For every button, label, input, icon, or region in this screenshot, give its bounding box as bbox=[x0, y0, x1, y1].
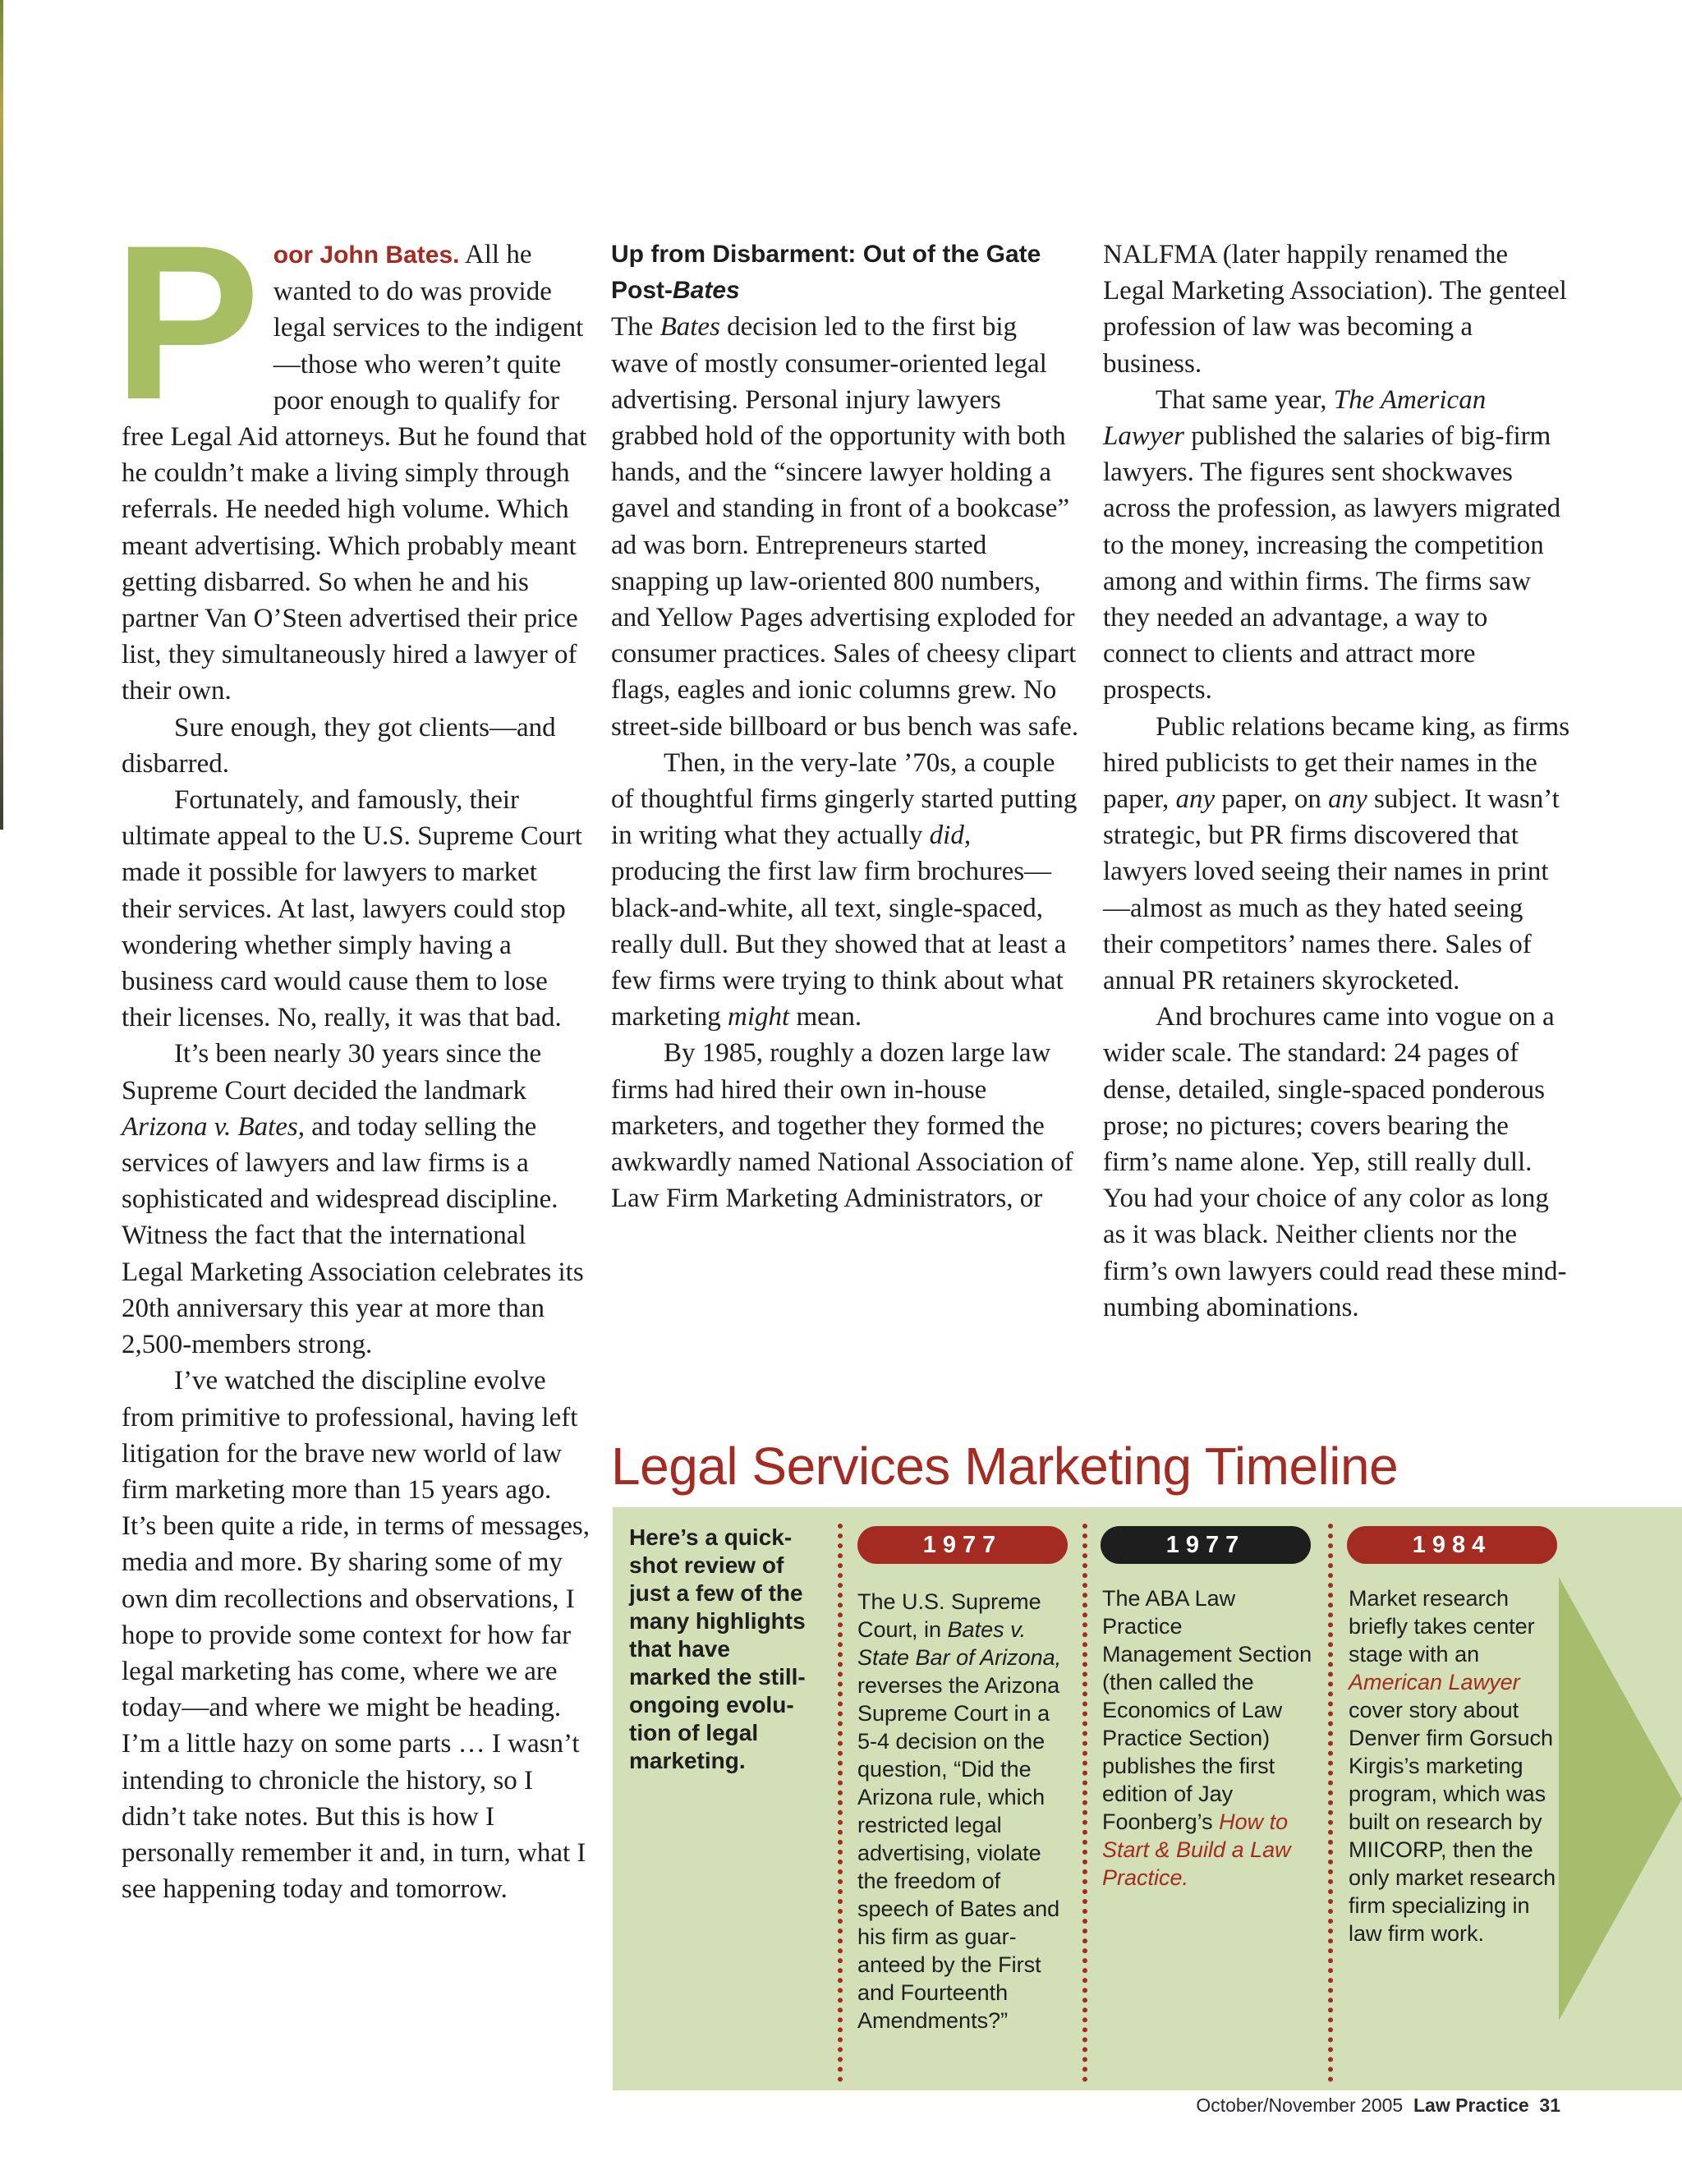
body-text: producing the first law firm brochures—black-and-white, all text, single-spaced, really dull. But they showed that at least a few firms were trying to think about what marketing bbox=[611, 857, 1067, 1032]
body-text: The bbox=[611, 312, 660, 343]
article-column-1 bbox=[113, 199, 591, 1907]
paragraph: NALFMA (later happily renamed the Legal Marketing Association). The genteel profession of law was becoming a business. bbox=[1103, 240, 1567, 379]
paragraph: I’ve watched the discipline evolve from primitive to professional, having left litigation for the brave new world of law firm marketing more than 15 years ago. It’s been quite a ride, in terms of messages, media and more. By sharing some of my own dim recollections and observations, I hope to provide some context for how far legal marketing has come, where we are today—and where we might be heading. I’m a little hazy on some parts … I wasn’t intending to chronicle the history, so I didn’t take notes. But this is how I personally remember it and, in turn, what I see happening today and tomorrow. bbox=[122, 1366, 591, 1905]
dotted-divider bbox=[1082, 1524, 1087, 2082]
paragraph bbox=[611, 745, 1079, 1036]
opening-paragraph bbox=[113, 199, 590, 710]
paragraph bbox=[1103, 382, 1571, 709]
emphasis: might bbox=[728, 1002, 790, 1032]
timeline-intro: Here’s a quick-shot review of just a few of the many highlights that have marked the still-ongoing evolution of legal marketing. bbox=[629, 1524, 806, 1773]
lead-in: oor John Bates. bbox=[273, 241, 460, 269]
body-text: and today selling the services of lawyers and law firms is a sophisticated and widespread discipline. Witness the fact that the international Legal Marketing Association celebrates its 20th anniversary this year at more than 2,500-members strong. bbox=[122, 1111, 584, 1360]
body-text: Then, in the very-late ’70s, a couple of thoughtful firms gingerly started putting in writing what they actually bbox=[611, 747, 1078, 851]
paragraph: And brochures came into vogue on a wider scale. The standard: 24 pages of dense, detailed, single-spaced ponderous prose; no pictures; covers bearing the firm’s name alone. Yep, still really dull. You had your choice of any color as long as it was black. Neither clients nor the firm’s own lawyers could read these mind-numbing abominations. bbox=[1103, 1002, 1567, 1322]
body-text: subject. It wasn’t strategic, but PR firms discovered that lawyers loved seeing their names in print—almost as much as they hated seeing their competitors’ names there. Sales of annual PR retainers skyrocketed. bbox=[1103, 784, 1560, 996]
body-text: It’s been nearly 30 years since the Supreme Court decided the landmark bbox=[122, 1039, 542, 1106]
body-text: mean. bbox=[789, 1002, 862, 1032]
year-badge: 1977 bbox=[1101, 1526, 1311, 1564]
publication-name: American Lawyer bbox=[1349, 1670, 1520, 1694]
entry-text: The ABA Law Practice Management Section (then called the Economics of Law Practice Section) publishes the first edition of Jay Foonberg’s bbox=[1102, 1586, 1312, 1834]
page-number: 31 bbox=[1539, 2094, 1560, 2116]
entry-text: cover story about Denver firm Gorsuch Kirgis’s marketing program, which was built on research by MIICORP, then the only market research firm specializing in law firm work. bbox=[1349, 1698, 1556, 1946]
entry-text: reverses the Arizona Supreme Court in a 5-4 decision on the question, “Did the Arizona rule, which restricted legal advertising, violate the freedom of speech of Bates and his firm as guaranteed by the First and Fourteenth Amendments?” bbox=[857, 1673, 1060, 2033]
timeline-entry bbox=[1349, 1584, 1562, 1947]
year-badge: 1977 bbox=[857, 1526, 1068, 1564]
photo-edge-strip bbox=[0, 0, 3, 830]
emphasis: did, bbox=[929, 821, 972, 851]
timeline-title: Legal Services Marketing Timeline bbox=[611, 1437, 1399, 1496]
entry-text: Market research briefly takes center stage with an bbox=[1349, 1586, 1535, 1667]
subhead-emphasis: Bates bbox=[673, 277, 740, 305]
section-subhead bbox=[611, 237, 1079, 309]
arrow-right-icon bbox=[1559, 1577, 1682, 2021]
emphasis: any bbox=[1328, 784, 1367, 815]
paragraph bbox=[1103, 709, 1571, 1000]
subhead-text: Up from Disbarment: Out of the Gate Post- bbox=[611, 241, 1041, 305]
page-footer bbox=[1196, 2094, 1560, 2117]
timeline-entry bbox=[857, 1588, 1071, 2035]
case-name: Arizona v. Bates, bbox=[122, 1111, 306, 1142]
timeline-entry bbox=[1102, 1584, 1316, 1892]
drop-cap: P bbox=[113, 199, 260, 445]
body-text: Public relations became king, as firms hired publicists to get their names in the paper, bbox=[1103, 711, 1570, 815]
case-name: Bates v. State Bar of Arizona, bbox=[857, 1617, 1062, 1670]
paragraph bbox=[122, 1036, 590, 1363]
emphasis: any bbox=[1175, 784, 1216, 815]
paragraph: By 1985, roughly a dozen large law firms had hired their own in-house marketers, and together they formed the awkwardly named National Association of Law Firm Marketing Administrators, or bbox=[611, 1038, 1073, 1214]
paragraph bbox=[611, 309, 1079, 744]
dotted-divider bbox=[1328, 1524, 1333, 2082]
article-column-3 bbox=[1103, 237, 1571, 1326]
entry-text: The U.S. Supreme Court, in bbox=[857, 1589, 1041, 1642]
body-text: paper, on bbox=[1215, 784, 1329, 815]
dotted-divider bbox=[838, 1524, 843, 2082]
emphasis: Bates bbox=[659, 312, 720, 343]
magazine-name: Law Practice bbox=[1413, 2094, 1529, 2116]
book-title: How to Start & Build a Law Practice. bbox=[1102, 1809, 1291, 1890]
issue-date: October/November 2005 bbox=[1196, 2094, 1404, 2116]
body-text: All he wanted to do was provide legal services to the indigent—those who weren’t quite poor enough to qualify for free Legal Aid attorneys. But he found that he couldn’t make a living simply through referrals. He needed high volume. Which meant advertising. Which probably meant getting disbarred. So when he and his partner Van O’Steen advertised their price list, they simultaneously hired a lawyer of their own. bbox=[122, 240, 587, 706]
year-badge: 1984 bbox=[1347, 1526, 1557, 1564]
paragraph: Fortunately, and famously, their ultimate appeal to the U.S. Supreme Court made it possible for lawyers to market their services. At last, lawyers could stop wondering whether simply having a business card would cause them to lose their licenses. No, really, it was that bad. bbox=[122, 785, 582, 1033]
article-column-2 bbox=[611, 237, 1079, 1216]
body-text: decision led to the first big wave of mostly consumer-oriented legal advertising. Personal injury lawyers grabbed hold of the opportunity with both hands, and the “sincere lawyer holding a gavel and standing in front of a bookcase” ad was born. Entrepreneurs started snapping up law-oriented 800 numbers, and Yellow Pages advertising exploded for consumer practices. Sales of cheesy clipart flags, eagles and ionic columns grew. No street-side billboard or bus bench was safe. bbox=[611, 312, 1079, 742]
paragraph: Sure enough, they got clients—and disbarred. bbox=[122, 712, 556, 779]
body-text: That same year, bbox=[1156, 384, 1334, 415]
body-text: published the salaries of big-firm lawyers. The figures sent shockwaves across the profession, as lawyers migrated to the money, increasing the competition among and within firms. The firms saw they needed an advantage, a way to connect to clients and attract more prospects. bbox=[1103, 421, 1561, 706]
publication-name: The American Lawyer bbox=[1103, 384, 1487, 452]
